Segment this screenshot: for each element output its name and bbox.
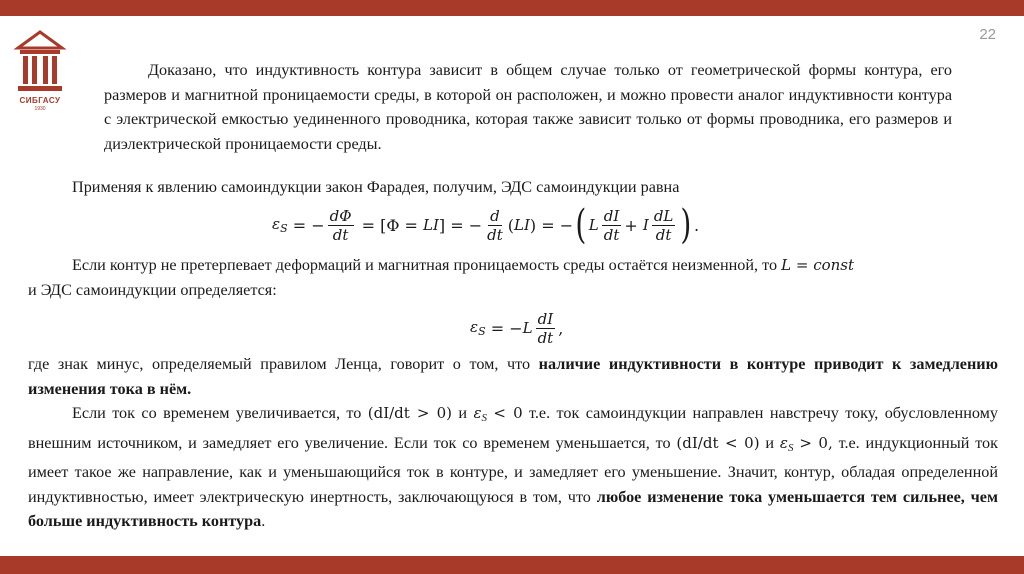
paragraph-constant-inductance: Если контур не претерпевает деформаций и магнитная проницаемость среды остаётся неизменной, то L = const и ЭДС самоиндукции определяется: (28, 256, 855, 299)
paragraph-current-change: Если ток со временем увеличивается, то (dI/dt > 0) и $\varepsilon_S < 0$ т.е. ток самоиндукции направлен навстречу току, обусловленному внешним источником, и замедляет его увеличение. Если ток со временем уменьшается, то (dI/dt < 0) и $\varepsilon_S > 0$, т.е. индукционный ток имеет такое же направление, как и уменьшающийся ток в контуре, и замедляет его уменьшение. Значит, контур, обладая определенной индуктивностью, имеет электрическую инертность, заключающуюся в том, что любое изменение тока уменьшается тем сильнее, чем больше индуктивность контура. (28, 404, 999, 530)
page-number: 22 (979, 26, 996, 43)
formula-emf-self-induction: $\varepsilon_S$ = − $\frac{d\Phi}{dt}$ = [Φ = LI ] = − $\frac{d}{dt}$ ( LI ) = − ( L $\frac{dI}{dt}$ + I $\frac{dL}{dt}$ ) . (272, 202, 700, 248)
logo-caption: СИБГАСУ (19, 96, 61, 105)
bottom-bar (0, 556, 1024, 574)
paragraph-lenz: где знак минус, определяемый правилом Ленца, говорит о том, что наличие индуктивности в контуре приводит к замедлению изменения тока в нём. (28, 355, 999, 398)
top-bar (0, 0, 1024, 16)
paragraph-faraday: Применяя к явлению самоиндукции закон Фарадея, получим, ЭДС самоиндукции равна (72, 178, 680, 196)
formula-emf-constant-l: $\varepsilon_S$ = − L $\frac{dI}{dt}$ , (470, 309, 564, 347)
paragraph-inductance-intro: Доказано, что индуктивность контура зависит в общем случае только от геометрической формы контура, его размеров и магнитной проницаемости среды, в которой он расположен, и можно провести аналог индуктивности контура с электрической емкостью уединенного проводника, которая также зависит только от формы проводника, его размеров и диэлектрической проницаемости среды. (104, 61, 952, 153)
logo-year: 1930 (34, 106, 46, 112)
